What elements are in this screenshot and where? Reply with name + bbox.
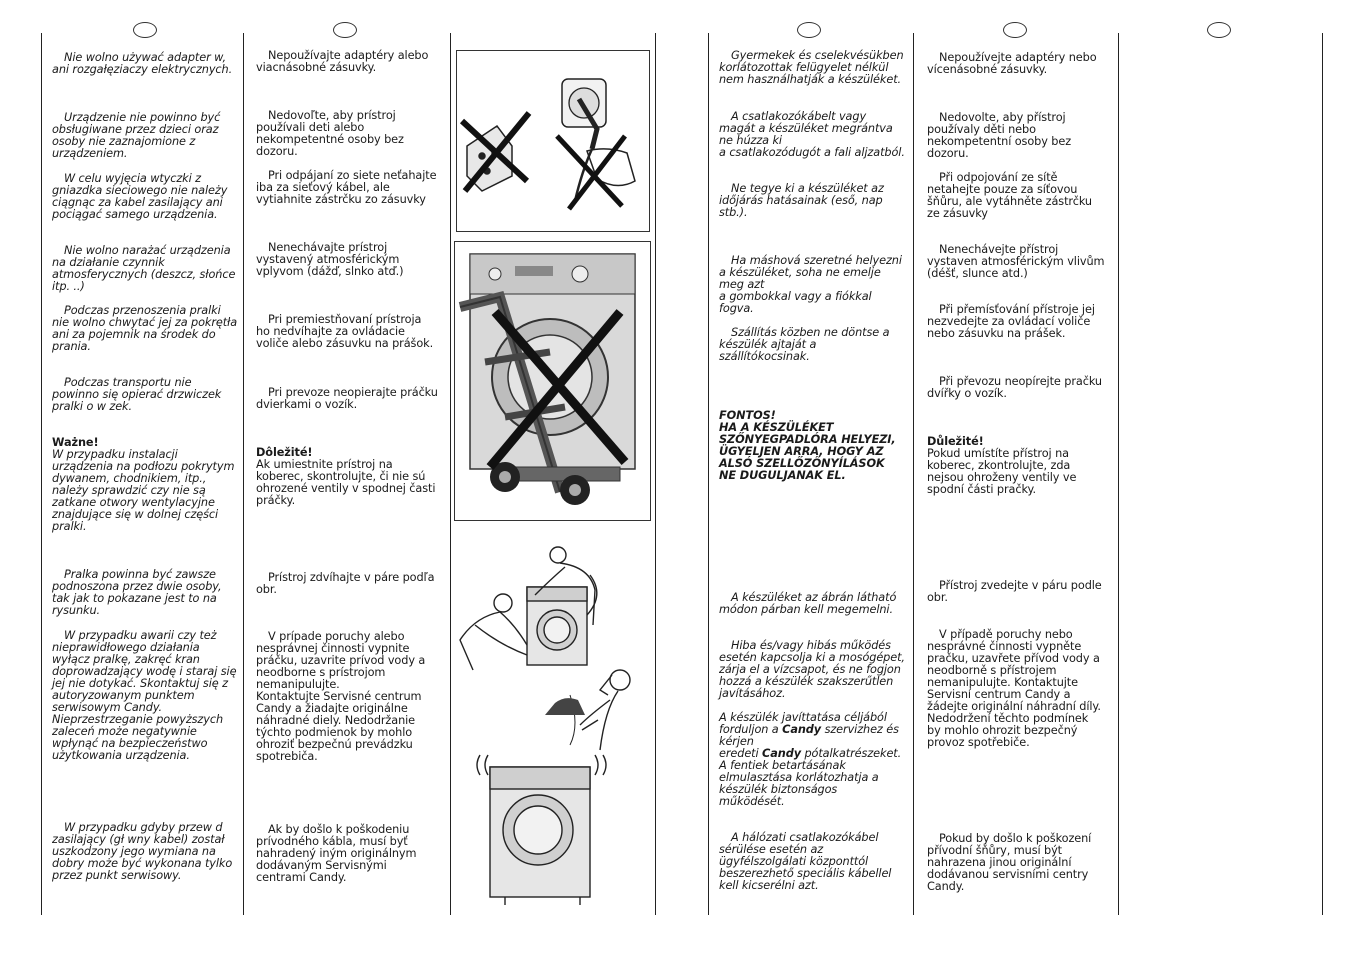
cz-unplug: Při odpojování ze sítě netahejte pouze za síťovou šňůru, ale vytáhněte zástrčku ze zásuvky [927,171,1092,220]
service-figure [470,655,645,910]
hu-moving: Ha máshová szeretné helyezni a készüléket, soha ne emelje meg azt [719,254,902,291]
no-adapter-figure [456,50,650,232]
sk-lifting: Prístroj zdvíhajte v páre podľa obr. [256,571,435,596]
hu-important-heading: FONTOS! [719,409,776,422]
cz-moving: Při přemísťování přístroje jej nezvedejte za ovládací voliče nebo zásuvku na prášek. [927,303,1095,340]
cz-children: Nedovolte, aby přístroj používaly děti nebo nekompetentní osoby bez dozoru. [927,111,1072,160]
pl-unplug: W celu wyjęcia wtyczki z gniazdka sieciowego nie należy ciągnąc za kabel zasilający ani pociągać samego urządzenia. [52,172,228,221]
pl-weather: Nie wolno narażać urządzenia na działanie czynnik atmosferycznych (deszcz, słońce itp. ..) [52,244,236,293]
pl-carpet: W przypadku instalacji urządzenia na podłozu pokrytym dywanem, chodnikiem, itp., należy sprawdzić czy nie są zatkane otwory wentylacyjne znajdujące się w dolnej części pralki. [52,448,235,533]
hu-carpet: HA A KÉSZÜLÉKET SZŐNYEGPADLÓRA HELYEZI, ÜGYELJEN ARRA, HOGY AZ ALSÓ SZELLŐZŐNYÍLÁSOK NE DUGULJANAK EL. [719,421,896,482]
cz-adapters: Nepoužívejte adaptéry nebo vícenásobné zásuvky. [927,51,1097,76]
sk-children: Nedovoľte, aby prístroj používali deti alebo nekompetentné osoby bez dozoru. [256,109,404,158]
hu-lifting: A készüléket az ábrán látható módon párban kell megemelni. [719,591,897,616]
trolley-icon [455,242,650,520]
column-rule [1118,33,1119,915]
hu-moving-knobs: a gombokkal vagy a fiókkal fogva. [719,290,872,315]
hu-service [719,712,905,760]
cz-cable: Pokud by došlo k poškození přívodní šňůry, musí být nahrazena jinou originální dodávanou servisními centry Candy. [927,832,1092,893]
cz-transport: Při převozu neopírejte pračku dvířky o vozík. [927,375,1102,400]
hu-cable: A hálózati csatlakozókábel sérülése esetén az ügyfélszolgálati központtól beszerezhető speciális kábellel kell kicserélni azt. [719,831,892,892]
sk-important-heading: Dôležité! [256,446,313,459]
sk-service: Kontaktujte Servisné centrum Candy a žiadajte originálne náhradné diely. Nedodržanie týchto podmienok by mohlo ohroziť bezpečnú prevádzku spotrebiča. [256,690,422,763]
pl-transport: Podczas transportu nie powinno się opierać drzwiczek pralki o w zek. [52,376,222,413]
hu-parts: pótalkatrészeket. [804,747,902,760]
language-marker-hu [797,22,821,38]
pl-failure: W przypadku awarii czy też nieprawidłowego działania wyłącz pralkę, zakręć kran doprowadzający wodę i staraj się jej nie dotykać. Skontaktuj się z autoryzowanym punktem serwisowym Candy. Nieprzestrzeganie powyższych zaleceń może negatywnie wpłynąć na bezpieczeństwo użytkowania urządzenia. [52,629,237,762]
pl-lifting: Pralka powinna być zawsze podnoszona przez dwie osoby, tak jak to pokazane jest to na rysunku. [52,568,222,617]
pl-carrying: Podczas przenoszenia pralki nie wolno chwytać jej za pokrętła ani za pojemnik na środek do prania. [52,304,238,353]
hu-service-text: A készülék javíttatása céljából forduljon a [719,711,887,736]
hu-unplug-socket: a csatlakozódugót a fali aljzatból. [719,146,905,159]
hu-original: eredeti [719,747,759,760]
sk-weather: Nenechávajte prístroj vystavený atmosférickým vplyvom (dážď, slnko atď.) [256,241,404,278]
column-rule [913,33,914,915]
sk-carpet: Ak umiestnite prístroj na koberec, skontrolujte, či nie sú ohrozené ventily v spodnej časti práčky. [256,458,436,507]
sk-moving: Pri premiestňovaní prístroja ho nedvíhajte za ovládacie voliče alebo zásuvku na prášok. [256,313,434,350]
column-rule [708,33,709,915]
sk-cable: Ak by došlo k poškodeniu prívodného kábla, musí byť nahradený iným originálnym dodávaným Servisnými centrami Candy. [256,823,417,884]
language-marker-blank [1207,22,1231,38]
hu-weather: Ne tegye ki a készüléket az időjárás hatásainak (eső, nap stb.). [719,182,884,219]
column-rule [243,33,244,915]
pl-children: Urządzenie nie powinno być obsługiwane przez dzieci oraz osoby nie zaznajomione z urządzeniem. [52,111,221,160]
pl-cable: W przypadku gdyby przew d zasilający (gł wny kabel) został uszkodzony jego wymiana na dobry może być wykonana tylko przez punkt serwisowy. [52,821,233,882]
cz-lifting: Přístroj zvedejte v páru podle obr. [927,579,1102,604]
hu-warning: A fentiek betartásának elmulasztása korlátozhatja a készülék biztonságos működését. [719,759,879,808]
pl-adapters: Nie wolno używać adapter w, ani rozgałęziaczy elektrycznych. [52,51,233,76]
cz-important-heading: Důležité! [927,435,984,448]
column-rule [450,33,451,915]
column-rule [1322,33,1323,915]
pl-important-heading: Ważne! [52,436,99,449]
column-rule [655,33,656,915]
sk-adapters: Nepoužívajte adaptéry alebo viacnásobné zásuvky. [256,49,429,74]
sk-transport: Pri prevoze neopierajte práčku dvierkami o vozík. [256,386,438,411]
sk-failure: V prípade poruchy alebo nesprávnej činnosti vypnite práčku, uzavrite prívod vody a neodborne s prístrojom nemanipulujte. [256,630,426,691]
cz-carpet: Pokud umístíte přístroj na koberec, zkontrolujte, zda nejsou ohroženy ventily ve spodní části pračky. [927,447,1077,496]
plug-icon [457,51,649,231]
phone-icon [470,655,645,910]
column-rule [41,33,42,915]
language-marker-cz [1003,22,1027,38]
language-marker-pl [133,22,157,38]
hu-failure: Hiba és/vagy hibás működés esetén kapcsolja ki a mosógépet, zárja el a vízcsapot, és ne fogjon hozzá a készülék szakszerűtlen javításához. [719,639,905,700]
no-trolley-figure [454,241,651,521]
hu-unplug: A csatlakozókábelt vagy magát a készüléket megrántva ne húzza ki [719,110,893,147]
hu-brand: Candy [762,747,801,760]
cz-failure: V případě poruchy nebo nesprávné činnosti vypněte pračku, uzavřete přívod vody a neodborně s přístrojem nemanipulujte. Kontaktujte Servisní centrum Candy a žádejte originální náhradní díly. Nedodržení těchto podmínek by mohlo ohrozit bezpečný provoz spotřebiče. [927,628,1101,749]
language-marker-sk [333,22,357,38]
hu-brand: Candy [782,723,822,736]
hu-transport: Szállítás közben ne döntse a készülék ajtaját a szállítókocsinak. [719,326,890,363]
cz-weather: Nenechávejte přístroj vystaven atmosférickým vlivům (déšť, slunce atd.) [927,243,1105,280]
sk-unplug: Pri odpájaní zo siete neťahajte iba za sieťový kábel, ale vytiahnite zástrčku zo zásuvky [256,169,437,206]
hu-service-text2: szervizhez és kérjen [719,723,899,748]
hu-children: Gyermekek és cselekvésükben korlátozottak felügyelet nélkül nem használhatják a készüléket. [719,49,904,86]
